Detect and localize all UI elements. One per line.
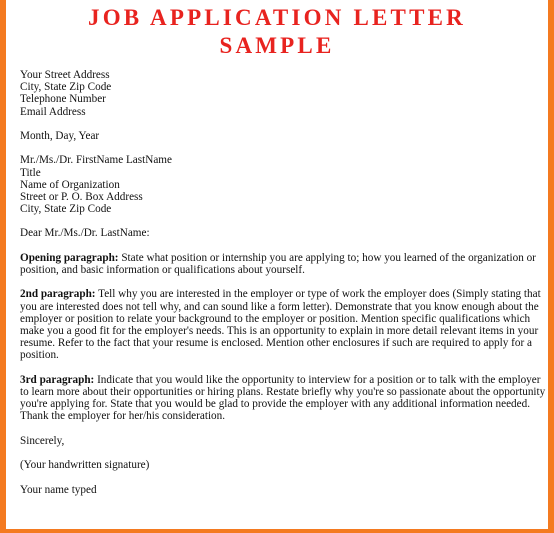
sender-street: Your Street Address <box>20 69 110 81</box>
typed-name: Your name typed <box>20 483 97 496</box>
sender-address <box>20 69 544 118</box>
signature-placeholder: (Your handwritten signature) <box>20 459 150 472</box>
sender-email: Email Address <box>20 105 86 118</box>
title-line-2: SAMPLE <box>219 33 335 58</box>
paragraph-text: Tell why you are interested in the employer or type of work the employer does (Simply stating that you are interested does not tell why, and can sound like a form letter). Demonstrate that you know enough about the employer or position to relate your background to the employer or position. Mention specific qualifications which make you a good fit for the employer's needs. This is an opportunity to explain in more detail relevant items in your resume. Refer to the fact that your resume is enclosed. Mention other enclosures if such are required to apply for a position. <box>20 288 541 362</box>
recipient-address <box>20 154 544 215</box>
recipient-name: Mr./Ms./Dr. FirstName LastName <box>20 154 172 167</box>
recipient-organization: Name of Organization <box>20 178 120 191</box>
sender-city: City, State Zip Code <box>20 81 112 94</box>
paragraph-lead: 3rd paragraph: <box>20 373 95 386</box>
recipient-title: Title <box>20 166 41 179</box>
letter-date: Month, Day, Year <box>20 129 100 142</box>
recipient-city: City, State Zip Code <box>20 203 112 216</box>
letter-body <box>20 69 544 496</box>
opening-paragraph <box>20 252 548 276</box>
third-paragraph <box>20 374 548 423</box>
second-paragraph <box>20 288 548 361</box>
paragraph-text: State what position or internship you are applying to; how you learned of the organization or position, and basic information or qualifications about yourself. <box>20 251 536 277</box>
closing: Sincerely, <box>20 434 65 447</box>
salutation: Dear Mr./Ms./Dr. LastName: <box>20 227 150 240</box>
paragraph-lead: 2nd paragraph: <box>20 288 96 301</box>
paragraph-text: Indicate that you would like the opportunity to interview for a position or to talk with the employer to learn more about their opportunities or hiring plans. Restate briefly why you're so passionate about the opportunity you're applying for. State that you would be glad to provide the employer with any additional information needed. Thank the employer for her/his consideration. <box>20 373 546 423</box>
recipient-street: Street or P. O. Box Address <box>20 190 143 203</box>
sender-phone: Telephone Number <box>20 93 106 106</box>
paragraph-lead: Opening paragraph: <box>20 251 119 264</box>
title-line-1: JOB APPLICATION LETTER <box>88 5 466 30</box>
